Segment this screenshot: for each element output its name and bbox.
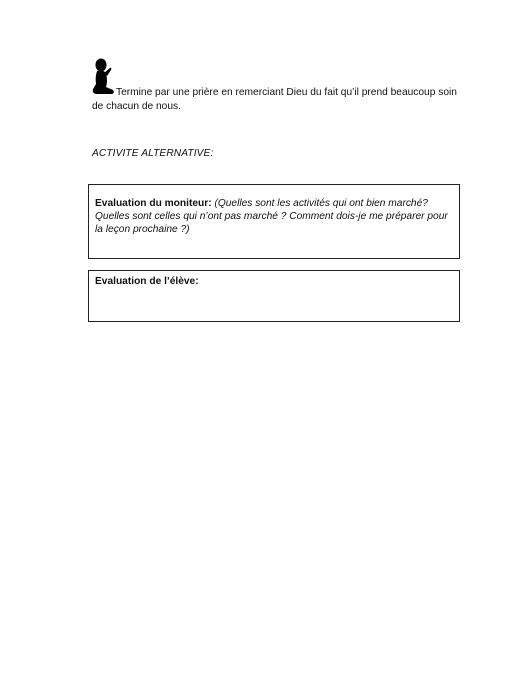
prayer-line-1: Termine par une prière en remerciant Dieu du fait qu’il prend beaucoup soin	[116, 87, 457, 98]
monitor-evaluation-box[interactable]	[88, 184, 460, 259]
alternative-activity-heading: ACTIVITE ALTERNATIVE:	[92, 148, 214, 159]
prayer-instruction	[92, 86, 472, 114]
prayer-line-2: de chacun de nous.	[92, 101, 181, 112]
monitor-evaluation-question: (Quelles sont les activités qui ont bien marché? Quelles sont celles qui n’ont pas marché ? Comment dois-je me préparer pour la leçon prochaine ?)	[95, 198, 448, 235]
student-evaluation-box[interactable]	[88, 270, 460, 322]
student-evaluation-label: Evaluation de l’élève:	[95, 276, 199, 287]
monitor-evaluation-label: Evaluation du moniteur:	[95, 198, 212, 209]
